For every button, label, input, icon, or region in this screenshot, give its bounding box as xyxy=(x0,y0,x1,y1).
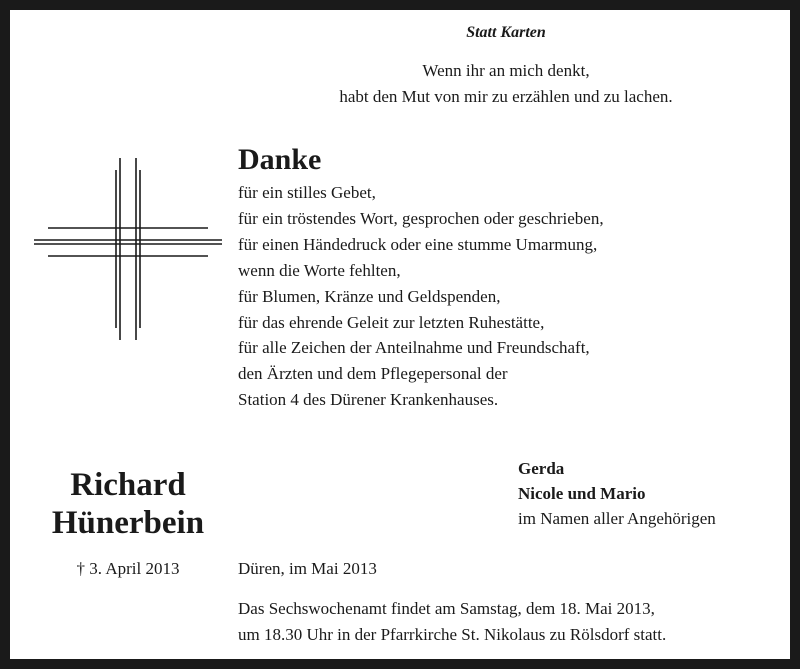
header-label: Statt Karten xyxy=(466,24,546,41)
memorial-service-notice xyxy=(238,596,666,648)
thanks-line: für alle Zeichen der Anteilnahme und Freundschaft, xyxy=(238,338,590,358)
thanks-line: wenn die Worte fehlten, xyxy=(238,260,401,280)
thanks-line: für das ehrende Geleit zur letzten Ruhestätte, xyxy=(238,312,545,332)
motto xyxy=(280,58,732,110)
thanks-heading: Danke xyxy=(238,143,322,176)
motto-line: habt den Mut von mir zu erzählen und zu lachen. xyxy=(339,87,673,106)
signature-closing: im Namen aller Angehörigen xyxy=(518,509,716,528)
motto-line: Wenn ihr an mich denkt, xyxy=(422,61,590,80)
border-left xyxy=(0,0,10,669)
border-right xyxy=(790,0,800,669)
thanks-line: für einen Händedruck oder eine stumme Umarmung, xyxy=(238,234,598,254)
deceased-name xyxy=(20,466,236,542)
thanks-line: für ein stilles Gebet, xyxy=(238,183,376,202)
signature xyxy=(518,456,716,531)
place-date: Düren, im Mai 2013 xyxy=(238,559,377,578)
thanks-line: Station 4 des Dürener Krankenhauses. xyxy=(238,390,499,410)
border-bottom xyxy=(0,659,800,669)
signature-names: Nicole und Mario xyxy=(518,484,646,503)
notice-line: Das Sechswochenamt findet am Samstag, dem 18. Mai 2013, xyxy=(238,599,655,618)
thanks-line: für ein tröstendes Wort, gesprochen oder geschrieben, xyxy=(238,208,604,228)
notice-line: um 18.30 Uhr in der Pfarrkirche St. Nikolaus zu Rölsdorf statt. xyxy=(238,625,667,644)
signature-names: Gerda xyxy=(518,459,565,478)
thanks-list xyxy=(238,180,604,413)
deceased-first-name: Richard xyxy=(70,467,186,503)
death-date: † 3. April 2013 xyxy=(76,559,180,578)
deceased-last-name: Hünerbein xyxy=(51,505,205,541)
border-top xyxy=(0,0,800,10)
thanks-line: den Ärzten und dem Pflegepersonal der xyxy=(238,364,508,384)
thanks-line: für Blumen, Kränze und Geldspenden, xyxy=(238,286,501,306)
cross-icon xyxy=(28,140,228,350)
